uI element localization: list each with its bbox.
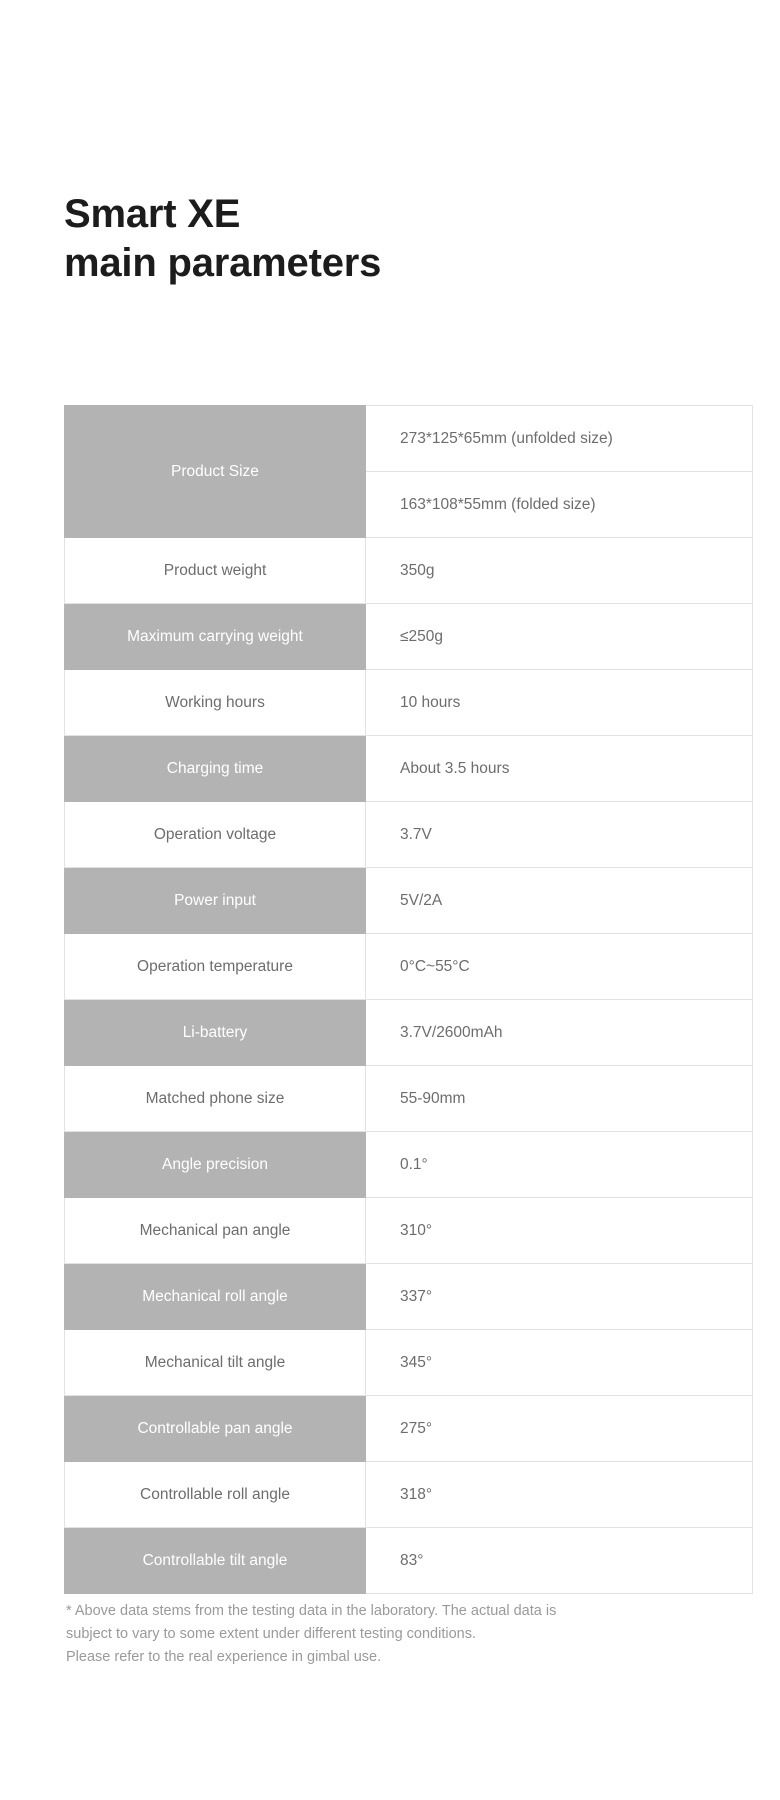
table-row-label: Working hours: [65, 670, 366, 736]
table-row: [65, 604, 753, 670]
table-row: [65, 1462, 753, 1528]
table-row: [65, 934, 753, 1000]
table-row: [65, 670, 753, 736]
footnote-line-2: subject to vary to some extent under different testing conditions.: [66, 1626, 476, 1643]
table-row-value: 3.7V/2600mAh: [366, 1000, 753, 1066]
table-row-value: 350g: [366, 538, 753, 604]
table-row-value: 275°: [366, 1396, 753, 1462]
table-row-value: ≤250g: [366, 604, 753, 670]
table-row-value: About 3.5 hours: [366, 736, 753, 802]
parameters-table-body: [65, 406, 753, 1594]
table-row-label: Operation voltage: [65, 802, 366, 868]
table-row: [65, 802, 753, 868]
table-row-value: 83°: [366, 1528, 753, 1594]
table-row-value: 273*125*65mm (unfolded size): [366, 406, 753, 472]
table-row-value: 318°: [366, 1462, 753, 1528]
table-row: [65, 1000, 753, 1066]
footnote-line-3: Please refer to the real experience in gimbal use.: [66, 1649, 382, 1666]
table-row-label: Charging time: [65, 736, 366, 802]
table-row-label: Controllable roll angle: [65, 1462, 366, 1528]
table-row-value: 163*108*55mm (folded size): [366, 472, 753, 538]
page-title: [64, 190, 704, 288]
table-row: [65, 1264, 753, 1330]
table-row: [65, 1132, 753, 1198]
table-row-value: 0°C~55°C: [366, 934, 753, 1000]
table-row-value: 10 hours: [366, 670, 753, 736]
table-row: [65, 406, 753, 472]
table-row-label: Angle precision: [65, 1132, 366, 1198]
table-row-value: 345°: [366, 1330, 753, 1396]
table-row-label: Mechanical pan angle: [65, 1198, 366, 1264]
table-row: [65, 1396, 753, 1462]
footnote: [66, 1600, 706, 1670]
table-row-label: Product weight: [65, 538, 366, 604]
table-row-label: Matched phone size: [65, 1066, 366, 1132]
table-row-label: Li-battery: [65, 1000, 366, 1066]
table-row-label: Power input: [65, 868, 366, 934]
table-row-value: 55-90mm: [366, 1066, 753, 1132]
table-row-value: 5V/2A: [366, 868, 753, 934]
table-row: [65, 868, 753, 934]
table-row: [65, 1066, 753, 1132]
table-row-label: Mechanical roll angle: [65, 1264, 366, 1330]
table-row-value: 3.7V: [366, 802, 753, 868]
table-row: [65, 1198, 753, 1264]
table-row: [65, 538, 753, 604]
footnote-line-1: * Above data stems from the testing data in the laboratory. The actual data is: [66, 1603, 557, 1619]
table-row: [65, 736, 753, 802]
table-row-label: Mechanical tilt angle: [65, 1330, 366, 1396]
table-row-value: 310°: [366, 1198, 753, 1264]
table-row: [65, 1330, 753, 1396]
table-row-label: Maximum carrying weight: [65, 604, 366, 670]
table-row-label: Controllable pan angle: [65, 1396, 366, 1462]
parameters-table: [64, 405, 753, 1594]
table-row-value: 337°: [366, 1264, 753, 1330]
table-row-label: Operation temperature: [65, 934, 366, 1000]
table-row-label: Controllable tilt angle: [65, 1528, 366, 1594]
title-line-1: Smart XE: [64, 192, 241, 236]
title-line-2: main parameters: [64, 240, 382, 285]
table-row-value: 0.1°: [366, 1132, 753, 1198]
table-row: [65, 1528, 753, 1594]
table-row-label: Product Size: [65, 406, 366, 538]
